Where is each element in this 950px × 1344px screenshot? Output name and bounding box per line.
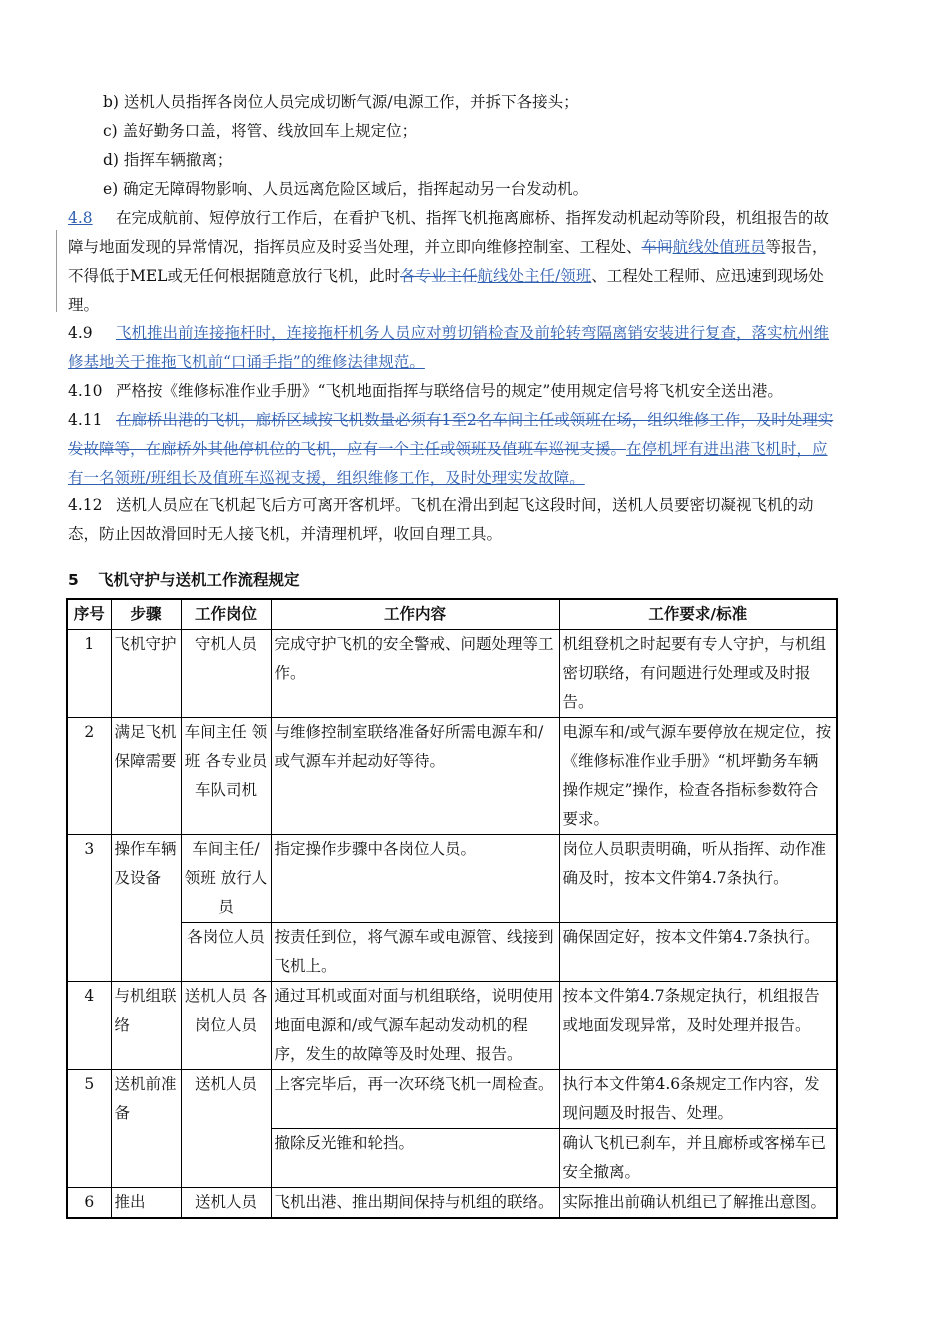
row-requirement: 按本文件第4.7条规定执行，机组报告或地面发现异常，及时处理并报告。 xyxy=(559,982,837,1070)
row-post: 送机人员 各岗位人员 xyxy=(181,982,271,1070)
row-content: 按责任到位，将气源车或电源管、线接到飞机上。 xyxy=(271,923,559,982)
clause-4-12 xyxy=(68,491,838,549)
row-step: 飞机守护 xyxy=(111,630,181,718)
table-row xyxy=(67,1070,837,1129)
row-content: 与维修控制室联络准备好所需电源车和/或气源车并起动好等待。 xyxy=(271,718,559,835)
deleted-text: 各专业主任 xyxy=(399,267,478,285)
row-requirement: 实际推出前确认机组已了解推出意图。 xyxy=(559,1188,837,1219)
clause-number: 4.9 xyxy=(68,324,93,342)
list-item-b: b) 送机人员指挥各岗位人员完成切断气源/电源工作，并拆下各接头； xyxy=(103,93,579,111)
inserted-text: 航线处主任/领班 xyxy=(477,267,592,285)
row-step: 操作车辆及设备 xyxy=(111,835,181,982)
list-item-c: c) 盖好勤务口盖，将管、线放回车上规定位； xyxy=(103,122,418,140)
row-content: 撤除反光锥和轮挡。 xyxy=(271,1129,559,1188)
row-requirement: 机组登机之时起要有专人守护，与机组密切联络，有问题进行处理或及时报告。 xyxy=(559,630,837,718)
section-title: 飞机守护与送机工作流程规定 xyxy=(98,571,300,589)
row-step: 与机组联络 xyxy=(111,982,181,1070)
inserted-text: 航线处值班员 xyxy=(672,238,766,256)
row-step: 满足飞机保障需要 xyxy=(111,718,181,835)
row-post: 送机人员 xyxy=(181,1188,271,1219)
clause-text: 等报告，不得低于MEL或无任何根据随意放行飞机，此时 xyxy=(68,238,828,285)
clause-text: 严格按《维修标准作业手册》“飞机地面指挥与联络信号的规定”使用规定信号将飞机安全送出港。 xyxy=(116,382,783,400)
table-row xyxy=(67,835,837,923)
row-post: 送机人员 xyxy=(181,1070,271,1188)
row-number: 3 xyxy=(67,835,111,982)
clause-text: 、工程处工程师、应迅速到现场处理。 xyxy=(68,267,824,314)
column-header: 步骤 xyxy=(111,599,181,630)
inserted-text: 在停机坪有进出港飞机时，应有一名领班/班组长及值班车巡视支援，组织维修工作，及时处理实发故障。 xyxy=(68,440,828,487)
row-content: 通过耳机或面对面与机组联络，说明使用地面电源和/或气源车起动发动机的程序，发生的故障等及时处理、报告。 xyxy=(271,982,559,1070)
row-number: 5 xyxy=(67,1070,111,1188)
table-row xyxy=(67,923,837,982)
table-row xyxy=(67,1188,837,1219)
column-header: 工作内容 xyxy=(271,599,559,630)
row-number: 1 xyxy=(67,630,111,718)
section-heading xyxy=(68,568,300,590)
row-content: 指定操作步骤中各岗位人员。 xyxy=(271,835,559,923)
row-number: 2 xyxy=(67,718,111,835)
clause-4-10 xyxy=(68,377,838,406)
section-number: 5 xyxy=(68,571,79,589)
clause-number: 4.10 xyxy=(68,382,103,400)
table-row xyxy=(67,718,837,835)
clause-number: 4.11 xyxy=(68,411,103,429)
row-step: 送机前准备 xyxy=(111,1070,181,1188)
row-post: 各岗位人员 xyxy=(181,923,271,982)
clause-number: 4.8 xyxy=(68,209,93,227)
workflow-table xyxy=(66,598,838,1219)
clause-text: 送机人员应在飞机起飞后方可离开客机坪。飞机在滑出到起飞这段时间，送机人员要密切凝视飞机的动态，防止因故滑回时无人接飞机，并清理机坪，收回自理工具。 xyxy=(68,496,814,543)
row-number: 4 xyxy=(67,982,111,1070)
row-requirement: 电源车和/或气源车要停放在规定位，按《维修标准作业手册》“机坪勤务车辆操作规定”操作，检查各指标参数符合要求。 xyxy=(559,718,837,835)
list-item-d: d) 指挥车辆撤离； xyxy=(103,151,233,169)
clause-text: 在完成航前、短停放行工作后，在看护飞机、指挥飞机拖离廊桥、指挥发动机起动等阶段，机组报告的故障与地面发现的异常情况，指挥员应及时妥当处理，并立即向维修控制室、工程处、 xyxy=(68,209,830,256)
revision-bar xyxy=(56,230,57,312)
row-requirement: 确保固定好，按本文件第4.7条执行。 xyxy=(559,923,837,982)
row-content: 完成守护飞机的安全警戒、问题处理等工作。 xyxy=(271,630,559,718)
row-post: 车间主任 领班 各专业员 车队司机 xyxy=(181,718,271,835)
deleted-text: 在廊桥出港的飞机，廊桥区域按飞机数量必须有1至2名车间主任或领班在场，组织维修工作，及时处理实发故障等，在廊桥外其他停机位的飞机，应有一个主任或领班及值班车巡视支援。 xyxy=(68,411,834,458)
table-row xyxy=(67,630,837,718)
deleted-text: 车间 xyxy=(641,238,673,256)
row-post: 守机人员 xyxy=(181,630,271,718)
column-header: 工作要求/标准 xyxy=(559,599,837,630)
clause-4-8 xyxy=(68,204,838,320)
row-requirement: 岗位人员职责明确，听从指挥、动作准确及时，按本文件第4.7条执行。 xyxy=(559,835,837,923)
column-header: 序号 xyxy=(67,599,111,630)
row-number: 6 xyxy=(67,1188,111,1219)
row-post: 车间主任/ 领班 放行人员 xyxy=(181,835,271,923)
row-content: 飞机出港、推出期间保持与机组的联络。 xyxy=(271,1188,559,1219)
clause-4-11 xyxy=(68,406,838,493)
row-requirement: 执行本文件第4.6条规定工作内容，发现问题及时报告、处理。 xyxy=(559,1070,837,1129)
row-content: 上客完毕后，再一次环绕飞机一周检查。 xyxy=(271,1070,559,1129)
table-row xyxy=(67,982,837,1070)
clause-number: 4.12 xyxy=(68,496,103,514)
row-step: 推出 xyxy=(111,1188,181,1219)
table-header-row xyxy=(67,599,837,630)
column-header: 工作岗位 xyxy=(181,599,271,630)
inserted-text: 飞机推出前连接拖杆时，连接拖杆机务人员应对剪切销检查及前轮转弯隔离销安装进行复查，落实杭州维修基地关于推拖飞机前“口诵手指”的维修法律规范。 xyxy=(68,324,830,371)
row-requirement: 确认飞机已刹车，并且廊桥或客梯车已安全撤离。 xyxy=(559,1129,837,1188)
list-item-e: e) 确定无障碍物影响、人员远离危险区域后，指挥起动另一台发动机。 xyxy=(103,180,589,198)
clause-4-9 xyxy=(68,319,838,377)
